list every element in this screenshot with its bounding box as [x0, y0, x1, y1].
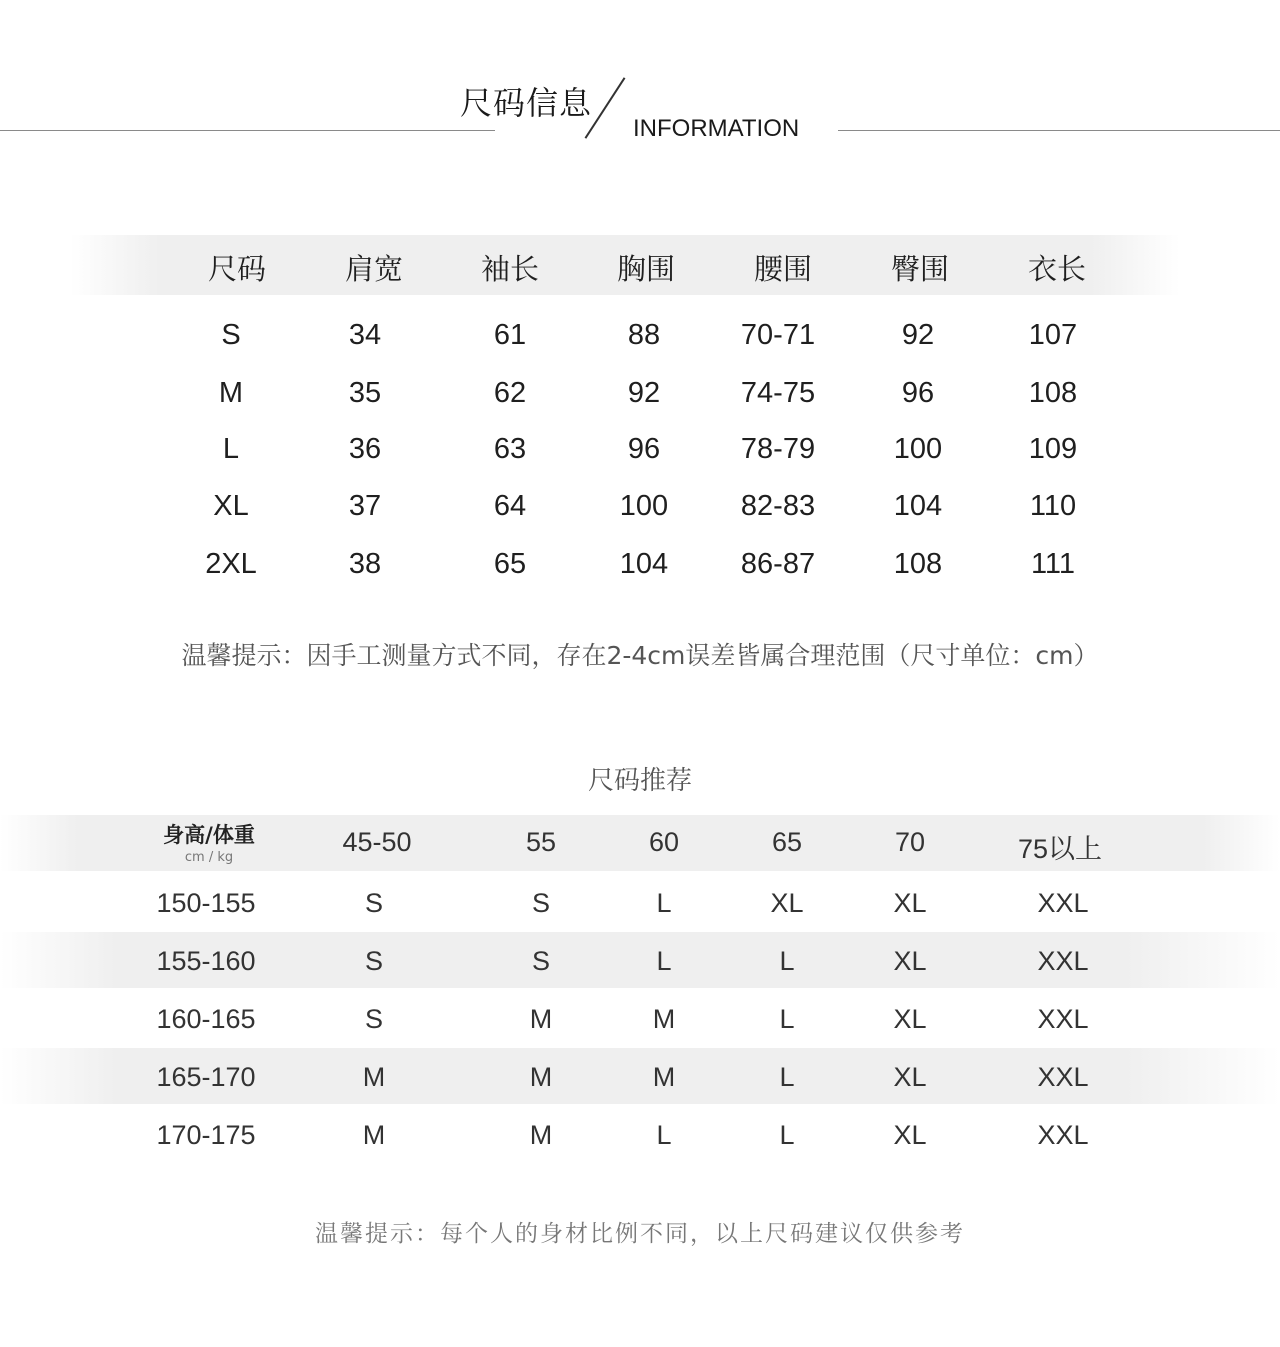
table-cell: 88 — [627, 319, 661, 351]
table-row — [0, 1048, 1280, 1104]
table-cell: 2XL — [205, 548, 257, 580]
table-cell: 104 — [619, 548, 669, 580]
table-cell: 165-170 — [156, 1062, 256, 1092]
size-table-header — [70, 235, 1180, 295]
table-row — [0, 548, 1280, 604]
table-cell: 64 — [493, 490, 527, 522]
table-cell: 92 — [627, 377, 661, 409]
table-cell: 34 — [348, 319, 382, 351]
table-cell: 62 — [493, 377, 527, 409]
table-cell: 155-160 — [156, 946, 256, 976]
table-cell: 65 — [493, 548, 527, 580]
recommend-note: 温馨提示：每个人的身材比例不同，以上尺码建议仅供参考 — [315, 1221, 965, 1247]
table-cell: XL — [893, 1120, 927, 1150]
table-cell: S — [364, 888, 384, 918]
table-cell: 104 — [893, 490, 943, 522]
table-cell: S — [221, 319, 241, 351]
header-hip: 臀围 — [890, 252, 950, 286]
measurement-note: 温馨提示：因手工测量方式不同，存在2-4cm误差皆属合理范围（尺寸单位：cm） — [181, 641, 1099, 670]
table-cell: XXL — [1037, 888, 1089, 918]
table-cell: M — [529, 1062, 553, 1092]
table-cell: XXL — [1037, 1120, 1089, 1150]
table-cell: XXL — [1037, 946, 1089, 976]
table-cell: 109 — [1028, 433, 1078, 465]
table-row — [0, 1106, 1280, 1162]
table-cell: XL — [770, 888, 804, 918]
table-cell: 108 — [1028, 377, 1078, 409]
table-cell: 86-87 — [740, 548, 816, 580]
table-cell: 82-83 — [740, 490, 816, 522]
table-row — [0, 377, 1280, 433]
table-cell: 100 — [893, 433, 943, 465]
table-cell: M — [362, 1120, 386, 1150]
table-cell: 107 — [1028, 319, 1078, 351]
table-cell: 37 — [348, 490, 382, 522]
weight-header: 55 — [525, 827, 557, 857]
table-cell: S — [364, 1004, 384, 1034]
table-cell: 96 — [627, 433, 661, 465]
table-cell: 100 — [619, 490, 669, 522]
table-row — [0, 319, 1280, 375]
header-shoulder: 肩宽 — [344, 252, 404, 286]
table-cell: L — [779, 946, 795, 976]
table-cell: 74-75 — [740, 377, 816, 409]
table-row — [0, 932, 1280, 988]
table-cell: XXL — [1037, 1004, 1089, 1034]
weight-header: 70 — [894, 827, 926, 857]
table-cell: M — [218, 377, 244, 409]
table-cell: S — [364, 946, 384, 976]
header-length: 衣长 — [1027, 252, 1087, 286]
table-cell: 92 — [901, 319, 935, 351]
table-cell: XL — [893, 946, 927, 976]
table-row — [0, 433, 1280, 489]
header-waist: 腰围 — [753, 252, 813, 286]
table-cell: XL — [893, 1004, 927, 1034]
table-row — [0, 990, 1280, 1046]
weight-header: 60 — [648, 827, 680, 857]
section-title-cn: 尺码信息 — [460, 84, 593, 122]
header-sleeve: 袖长 — [480, 252, 540, 286]
table-cell: XL — [893, 888, 927, 918]
table-cell: 160-165 — [156, 1004, 256, 1034]
weight-header: 65 — [771, 827, 803, 857]
table-cell: S — [531, 888, 551, 918]
table-cell: L — [779, 1062, 795, 1092]
table-cell: M — [362, 1062, 386, 1092]
table-cell: M — [652, 1004, 676, 1034]
table-cell: L — [656, 1120, 672, 1150]
table-cell: 108 — [893, 548, 943, 580]
table-cell: 36 — [348, 433, 382, 465]
table-cell: 35 — [348, 377, 382, 409]
table-cell: 170-175 — [156, 1120, 256, 1150]
table-cell: L — [656, 888, 672, 918]
weight-header: 75以上 — [1017, 834, 1103, 864]
weight-header: 45-50 — [342, 827, 412, 857]
table-cell: 78-79 — [740, 433, 816, 465]
table-cell: M — [529, 1120, 553, 1150]
table-cell: 110 — [1029, 490, 1077, 522]
section-title-en: INFORMATION — [633, 115, 800, 142]
table-cell: XL — [893, 1062, 927, 1092]
recommend-table-header — [0, 815, 1280, 871]
table-cell: 63 — [493, 433, 527, 465]
table-cell: L — [222, 433, 240, 465]
table-cell: S — [531, 946, 551, 976]
table-cell: 150-155 — [156, 888, 256, 918]
table-cell: L — [779, 1004, 795, 1034]
header-size: 尺码 — [207, 252, 267, 286]
height-weight-label: 身高/体重 — [163, 823, 255, 847]
table-cell: XXL — [1037, 1062, 1089, 1092]
table-cell: XL — [213, 490, 249, 522]
table-cell: 38 — [348, 548, 382, 580]
table-cell: M — [652, 1062, 676, 1092]
header-chest: 胸围 — [616, 252, 676, 286]
height-weight-unit: cm / kg — [184, 850, 234, 865]
table-row — [0, 490, 1280, 546]
header-divider-right — [838, 130, 1280, 131]
table-cell: 96 — [901, 377, 935, 409]
table-cell: 61 — [493, 319, 527, 351]
table-cell: 70-71 — [740, 319, 816, 351]
table-row — [0, 874, 1280, 930]
header-divider-left — [0, 130, 495, 131]
table-cell: L — [779, 1120, 795, 1150]
table-cell: M — [529, 1004, 553, 1034]
table-cell: L — [656, 946, 672, 976]
recommend-title: 尺码推荐 — [587, 766, 692, 796]
table-cell: 111 — [1030, 548, 1076, 580]
